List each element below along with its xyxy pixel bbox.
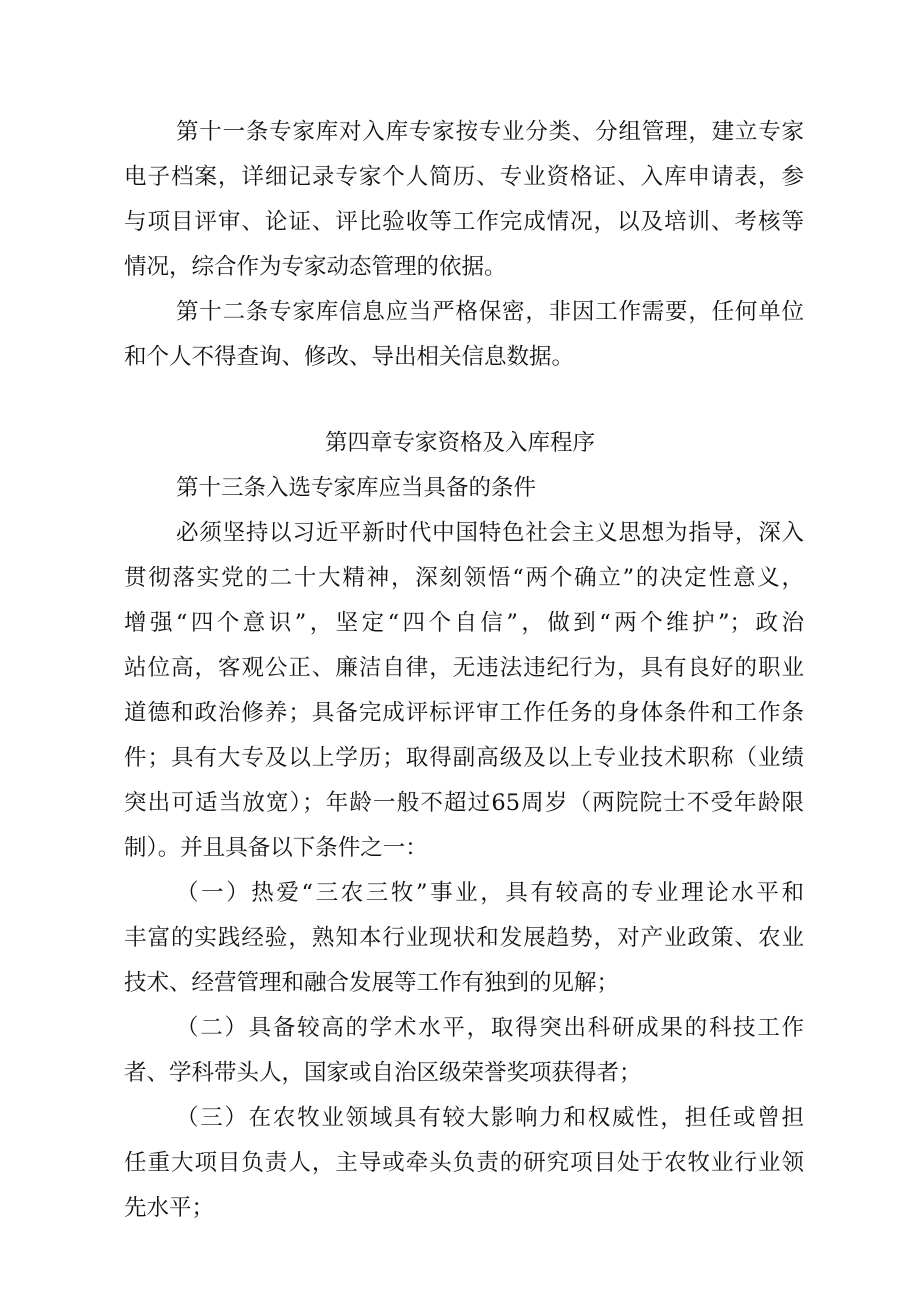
item2-line-1: （二）具备较高的学术水平，取得突出科研成果的科技工作 <box>176 1015 804 1041</box>
article11-line-2: 电子档案，详细记录专家个人简历、专业资格证、入库申请表，参 <box>124 164 804 190</box>
item3-line-1: （三）在农牧业领域具有较大影响力和权威性，担任或曾担 <box>176 1105 804 1131</box>
article13-intro-line-4: 站位高，客观公正、廉洁自律，无违法违纪行为，具有良好的职业 <box>124 655 804 681</box>
article13-title: 第十三条入选专家库应当具备的条件 <box>176 475 537 501</box>
item3-line-3: 先水平； <box>124 1195 215 1221</box>
article13-intro-line-8: 制）。并且具备以下条件之一： <box>124 835 428 861</box>
article11-line-4: 情况，综合作为专家动态管理的依据。 <box>124 254 507 280</box>
article12-line-2: 和个人不得查询、修改、导出相关信息数据。 <box>124 344 575 370</box>
item3-line-2: 任重大项目负责人，主导或牵头负责的研究项目处于农牧业行业领 <box>124 1150 804 1176</box>
article13-intro-line-2: 贯彻落实党的二十大精神，深刻领悟“两个确立”的决定性意义， <box>124 565 804 591</box>
article13-intro-line-3: 增强“四个意识”，坚定“四个自信”，做到“两个维护”；政治 <box>124 610 804 636</box>
item1-line-3: 技术、经营管理和融合发展等工作有独到的见解； <box>124 970 620 996</box>
item1-line-1: （一）热爱“三农三牧”事业，具有较高的专业理论水平和 <box>176 880 804 906</box>
article12-line-1: 第十二条专家库信息应当严格保密，非因工作需要，任何单位 <box>176 299 804 325</box>
article13-intro-line-5: 道德和政治修养；具备完成评标评审工作任务的身体条件和工作条 <box>124 700 804 726</box>
item2-line-2: 者、学科带头人，国家或自治区级荣誉奖项获得者； <box>124 1060 642 1086</box>
article11-line-3: 与项目评审、论证、评比验收等工作完成情况，以及培训、考核等 <box>124 209 804 235</box>
article13-intro-line-6: 件；具有大专及以上学历；取得副高级及以上专业技术职称（业绩 <box>124 745 804 771</box>
article11-line-1: 第十一条专家库对入库专家按专业分类、分组管理，建立专家 <box>176 119 804 145</box>
article13-intro-line-1: 必须坚持以习近平新时代中国特色社会主义思想为指导，深入 <box>176 520 804 546</box>
article13-intro-line-7: 突出可适当放宽）；年龄一般不超过65周岁（两院院士不受年龄限 <box>124 790 804 816</box>
item1-line-2: 丰富的实践经验，熟知本行业现状和发展趋势，对产业政策、农业 <box>124 925 804 951</box>
chapter-title: 第四章专家资格及入库程序 <box>324 430 595 456</box>
